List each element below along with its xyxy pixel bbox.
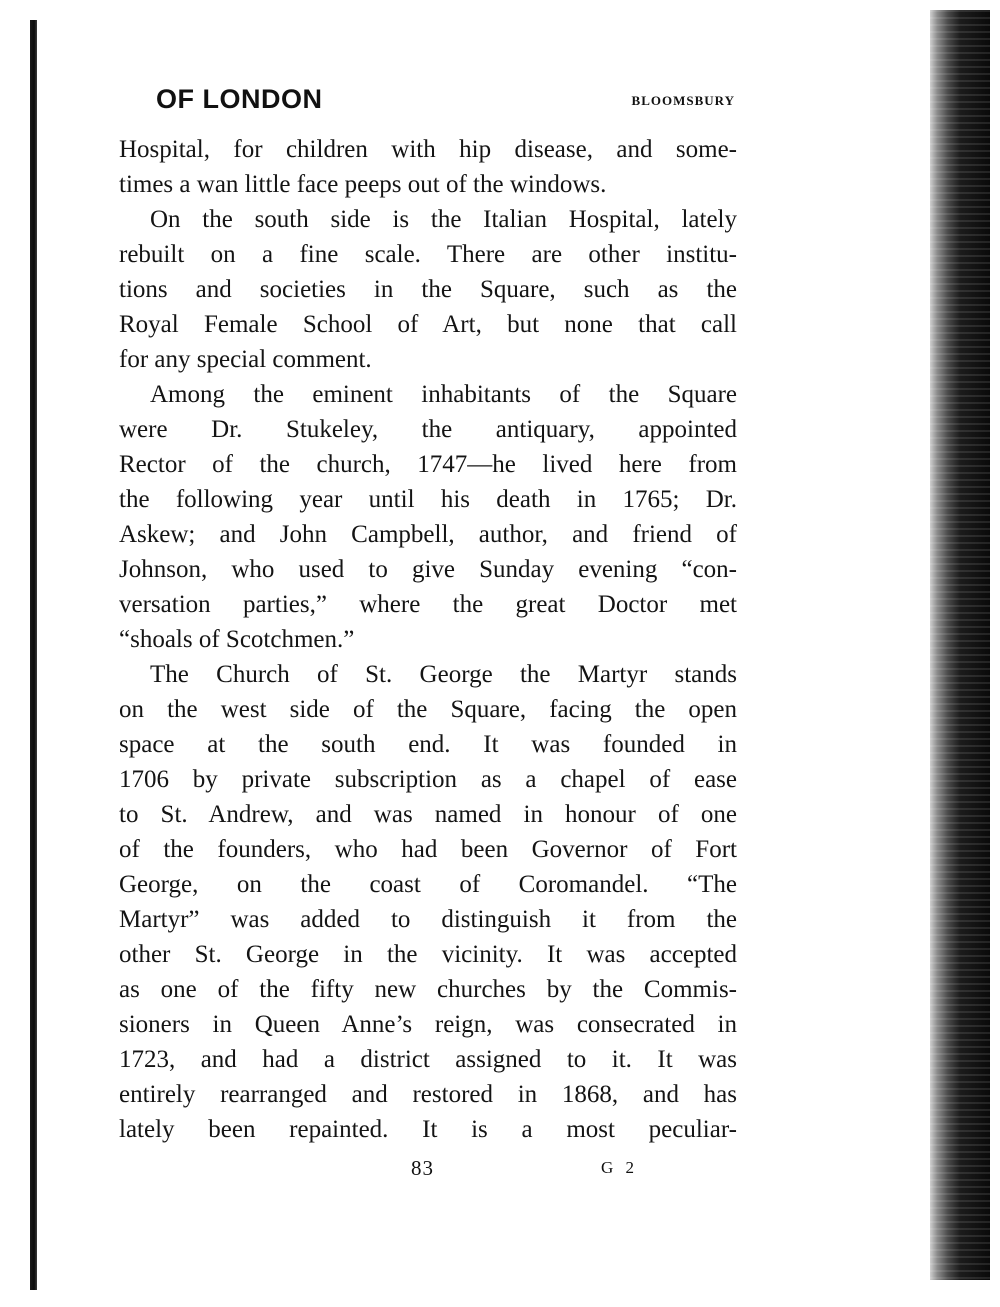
text-line: rebuilt on a fine scale. There are other institu- [119,241,737,268]
text-line: entirely rearranged and restored in 1868, and has [119,1081,737,1108]
signature-mark: G 2 [601,1158,639,1177]
text-line: on the west side of the Square, facing the open [119,696,737,723]
text-line: On the south side is the Italian Hospital, lately [150,206,737,233]
text-line: Rector of the church, 1747—he lived here from [119,451,737,478]
text-line: Martyr” was added to distinguish it from the [119,906,737,933]
text-line: Johnson, who used to give Sunday evening “con- [119,556,737,583]
text-line: Royal Female School of Art, but none that call [119,311,737,338]
text-line: 1706 by private subscription as a chapel of ease [119,766,737,793]
text-line: Askew; and John Campbell, author, and friend of [119,521,737,548]
text-line: The Church of St. George the Martyr stands [150,661,737,688]
text-line: times a wan little face peeps out of the windows. [119,171,607,198]
text-line: were Dr. Stukeley, the antiquary, appointed [119,416,737,443]
text-line: versation parties,” where the great Doctor met [119,591,737,618]
text-line: Hospital, for children with hip disease, and some- [119,136,737,163]
text-line: of the founders, who had been Governor of Fort [119,836,737,863]
running-head-title: OF LONDON [156,84,323,114]
text-line: other St. George in the vicinity. It was accepted [119,941,737,968]
text-line: Among the eminent inhabitants of the Square [150,381,737,408]
text-line: “shoals of Scotchmen.” [119,626,355,653]
text-line: 1723, and had a district assigned to it. It was [119,1046,737,1073]
text-line: the following year until his death in 1765; Dr. [119,486,737,513]
page-number: 83 [411,1156,434,1180]
text-line: for any special comment. [119,346,372,373]
body-text [119,132,737,1147]
text-line: tions and societies in the Square, such as the [119,276,737,303]
running-head-section: BLOOMSBURY [631,93,735,108]
text-line: sioners in Queen Anne’s reign, was consecrated in [119,1011,737,1038]
left-scan-edge [30,20,37,1290]
text-line: space at the south end. It was founded in [119,731,737,758]
text-line: lately been repainted. It is a most peculiar- [119,1116,737,1143]
text-line: to St. Andrew, and was named in honour of one [119,801,737,828]
text-line: George, on the coast of Coromandel. “The [119,871,737,898]
text-line: as one of the fifty new churches by the Commis- [119,976,737,1003]
book-spine-shadow [930,10,990,1280]
